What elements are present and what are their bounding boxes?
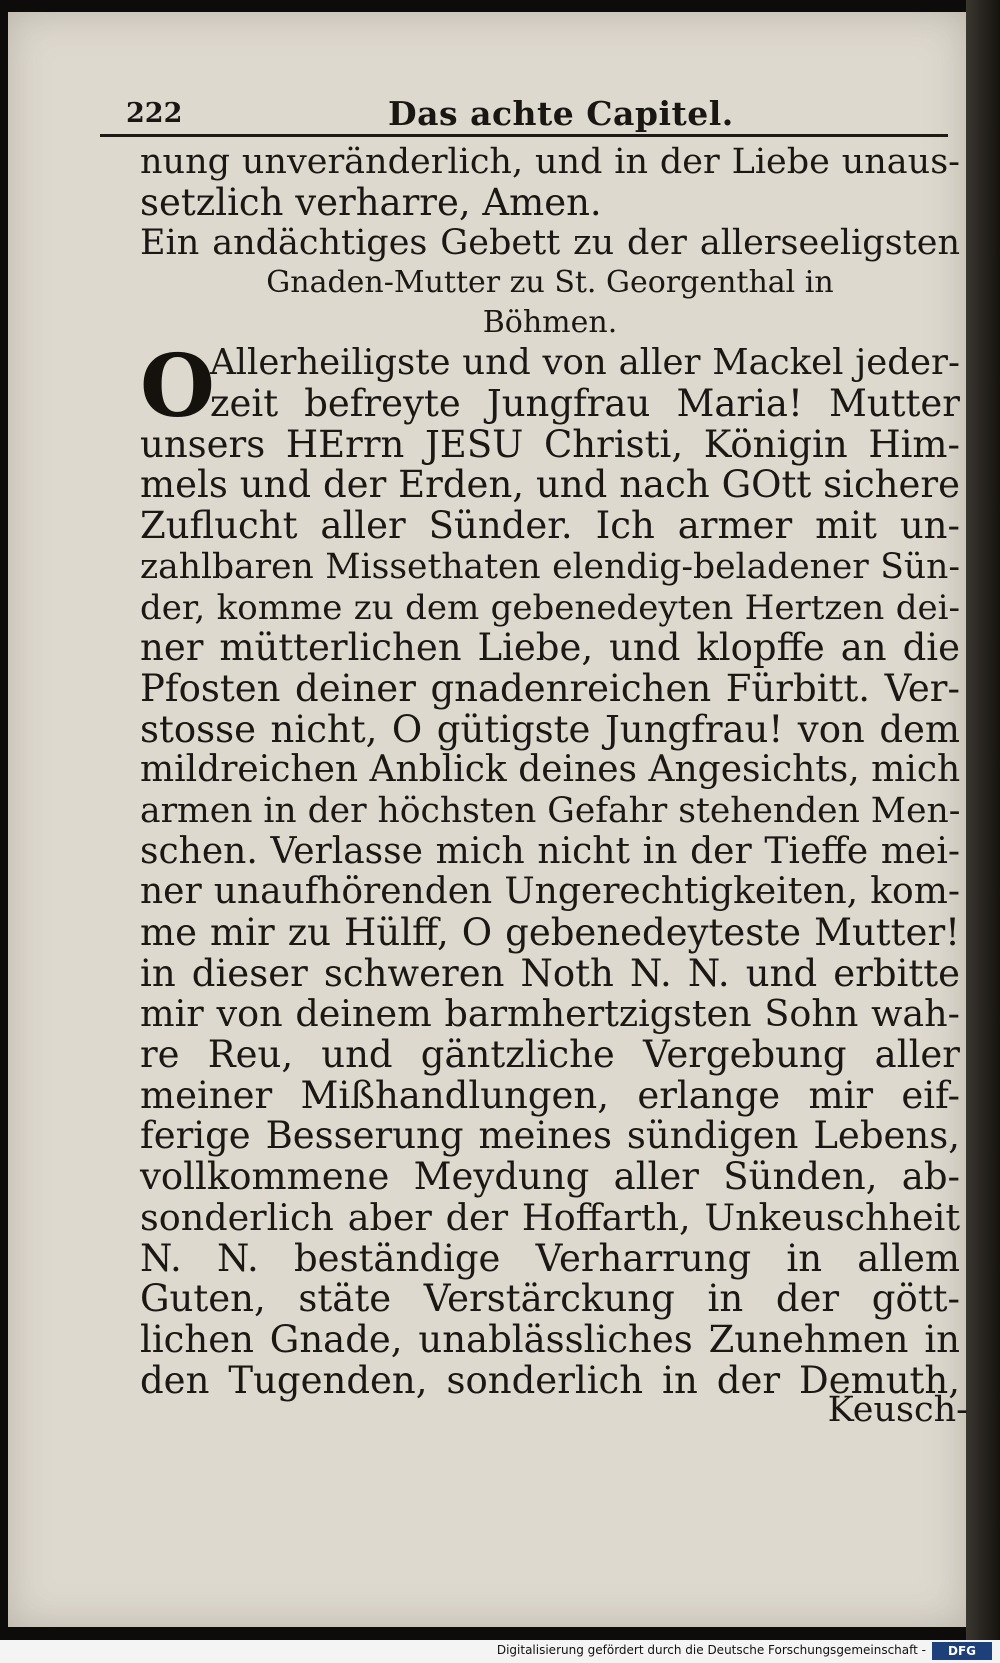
text-line: Zuflucht aller Sünder. Ich armer mit un- [140,504,960,548]
page-header [118,94,948,138]
text-line: N. N. beständige Verharrung in allem [140,1236,960,1280]
text-line: der, komme zu dem gebenedeyten Hertzen dei- [140,587,960,628]
text-line: ner mütterlichen Liebe, und klopffe an die [140,626,960,670]
catchword: Keusch- [827,1390,968,1430]
page-edge-shadow [966,0,1000,1640]
text-line: den Tugenden, sonderlich in der Demuth, [140,1358,960,1402]
prayer-title: Böhmen. [482,305,618,341]
text-line: mildreichen Anblick deines Angesichts, mich [140,749,961,791]
text-line: mir von deinem barmhertzigsten Sohn wah- [140,992,960,1036]
text-line: sonderlich aber der Hoffarth, Unkeuschheit [140,1195,960,1239]
text-line: re Reu, und gäntzliche Vergebung aller [140,1033,960,1077]
text-line: Pfosten deiner gnadenreichen Fürbitt. Ver- [140,666,960,710]
page-number: 222 [126,98,183,129]
prayer-title: Ein andächtiges Gebett zu der allerseeligsten [140,223,960,264]
text-block [140,142,960,1401]
text-line: setzlich verharre, Amen. [140,180,602,224]
text-line: zeit befreyte Jungfrau Maria! Mutter [210,382,960,426]
text-line: mels und der Erden, und nach GOtt sichere [140,463,960,507]
text-line: meiner Mißhandlungen, erlange mir eif- [140,1073,960,1117]
header-rule [100,134,948,137]
text-line: Allerheiligste und von aller Mackel jeder- [210,342,960,384]
running-head: Das achte Capitel. [388,94,734,133]
text-line: ner unaufhörenden Ungerechtigkeiten, kom- [140,871,960,913]
text-line: vollkommene Meydung aller Sünden, ab- [140,1155,960,1199]
text-line: lichen Gnade, unablässliches Zunehmen in [140,1317,960,1361]
text-line: zahlbaren Missethaten elendig-beladener Sün- [140,546,960,587]
dropcap-initial: O [140,336,215,438]
dropcap-paragraph-start [140,336,960,438]
text-line: ferige Besserung meines sündigen Lebens, [140,1114,960,1158]
text-line: schen. Verlasse mich nicht in der Tieffe mei- [140,830,960,872]
funding-credit: Digitalisierung gefördert durch die Deutsche Forschungsgemeinschaft - [496,1643,926,1657]
text-line: stosse nicht, O gütigste Jungfrau! von dem [140,707,960,751]
dfg-logo: DFG [932,1642,992,1660]
text-line: in dieser schweren Noth N. N. und erbitte [140,951,960,995]
text-line: nung unveränderlich, und in der Liebe unaus- [140,142,960,182]
text-line: unsers HErrn JESU Christi, Königin Him- [140,422,960,466]
digitization-footer [0,1640,1000,1663]
text-line: Guten, stäte Verstärckung in der gött- [140,1277,960,1321]
text-line: armen in der höchsten Gefahr stehenden Men- [140,790,961,831]
text-line: me mir zu Hülff, O gebenedeyteste Mutter! [140,911,960,954]
prayer-title: Gnaden-Mutter zu St. Georgenthal in [266,265,834,301]
